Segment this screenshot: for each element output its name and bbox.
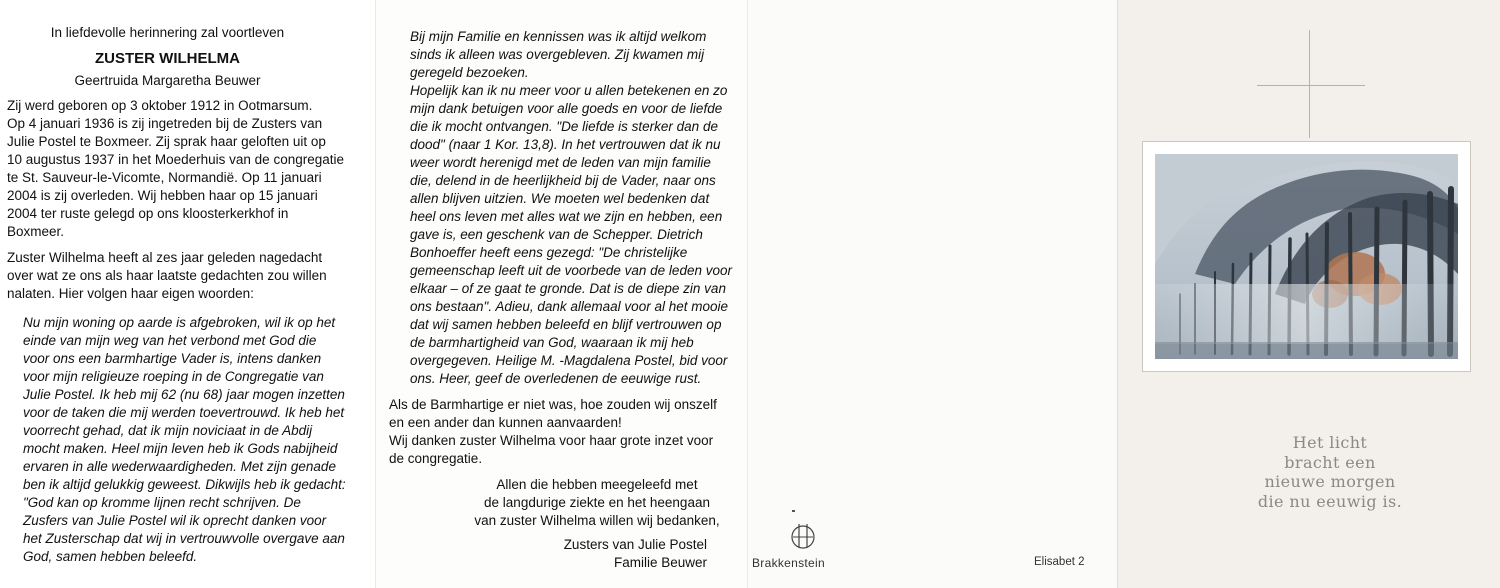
cross-icon xyxy=(1309,30,1310,138)
photo-frame xyxy=(1142,141,1471,372)
quote-line: mocht maken. Heel mijn leven heb ik Gods nabijheid xyxy=(23,441,338,456)
print-mark xyxy=(792,510,795,512)
bio-line: 10 augustus 1937 in het Moederhuis van de congregatie xyxy=(7,152,344,167)
poem-line: bracht een xyxy=(1284,452,1376,472)
quote-line: Bij mijn Familie en kennissen was ik altijd welkom xyxy=(410,29,707,44)
bio-line: te St. Sauveur-le-Vicomte, Normandië. Op 11 januari xyxy=(7,170,322,185)
quote-line: dood" (naar 1 Kor. 13,8). In het vertrouwen dat ik nu xyxy=(410,137,721,152)
deceased-name: ZUSTER WILHELMA xyxy=(95,50,240,67)
poem-line: Het licht xyxy=(1292,433,1368,452)
quote-line: gemeenschap leeft uit de voorbede van de leden voor xyxy=(410,263,732,278)
quote-line: Zusfers van Julie Postel wil ik oprecht danken voor xyxy=(23,513,327,528)
quote-line: voorrecht gehad, dat ik mijn noviciaat in de Abdij xyxy=(23,423,313,438)
quote-line: voor ons een barmhartige Vader is, intens danken xyxy=(23,351,322,366)
panel-left xyxy=(0,0,375,588)
quote-line: Hopelijk kan ik nu meer voor u allen betekenen en zo xyxy=(410,83,728,98)
thanks-line: de langdurige ziekte en het heengaan xyxy=(484,495,710,510)
panel-back xyxy=(747,0,1117,588)
quote-line: dat wij samen hebben beleefd en blijf vertrouwen op xyxy=(410,317,722,332)
bio-line: Julie Postel te Boxmeer. Zij sprak haar geloften uit op xyxy=(7,134,326,149)
quote-line: sinds ik alleen was overgebleven. Zij kwamen mij xyxy=(410,47,705,62)
bio-line: 2004 ter ruste gelegd op ons kloosterkerkhof in xyxy=(7,206,289,221)
card-code: Elisabet 2 xyxy=(1034,556,1085,568)
bio-line: Zij werd geboren op 3 oktober 1912 in Ootmarsum. xyxy=(7,98,313,113)
birth-name: Geertruida Margaretha Beuwer xyxy=(74,73,261,88)
poem-line: die nu eeuwig is. xyxy=(1257,491,1403,511)
quote-line: ben ik altijd gelukkig geweest. Dikwijls heb ik gedacht: xyxy=(23,477,346,492)
bio-line: Boxmeer. xyxy=(7,224,65,239)
quote-line: voor mijn religieuze roeping in de Congregatie van xyxy=(23,369,324,384)
panel-front xyxy=(1117,0,1500,588)
quote-line: Nu mijn woning op aarde is afgebroken, wil ik op het xyxy=(23,315,336,330)
para-line: Zuster Wilhelma heeft al zes jaar geleden nagedacht xyxy=(7,250,323,265)
quote-line: die, delend in de heerlijkheid bij de Vader, naar ons xyxy=(410,173,716,188)
quote-line: weer wordt herenigd met de leden van mijn familie xyxy=(410,155,711,170)
quote-line: heel ons leven met alles wat we zijn en hebben, een xyxy=(410,209,723,224)
intro-line: In liefdevolle herinnering zal voortleven xyxy=(50,25,285,40)
para-line: over wat ze ons als haar laatste gedachten zou willen xyxy=(7,268,327,283)
quote-line: het Zusterschap dat wij in vertrouwvolle overgave aan xyxy=(23,531,345,546)
quote-line: voor de taken die mij werden toevertrouwd. Ik heb het xyxy=(23,405,345,420)
quote-line: God, samen hebben beleefd. xyxy=(23,549,198,564)
quote-line: "God kan op kromme lijnen recht schrijven. De xyxy=(23,495,301,510)
quote-line: mijn dank betuigen voor alle goeds en voor de liefde xyxy=(410,101,723,116)
brakkenstein-logo-icon xyxy=(788,520,818,550)
quote-line: overgegeven. Heilige M. -Magdalena Postel, bid voor xyxy=(410,353,728,368)
cross-icon-bar xyxy=(1257,85,1365,86)
bio-line: Op 4 januari 1936 is zij ingetreden bij de Zusters van xyxy=(7,116,323,131)
thanks-line: van zuster Wilhelma willen wij bedanken, xyxy=(474,513,720,528)
bio-line: 2004 is zij overleden. Wij hebben haar op 15 januari xyxy=(7,188,318,203)
closing-line: Als de Barmhartige er niet was, hoe zouden wij onszelf xyxy=(389,397,717,412)
quote-line: de barmhartigheid van God, waaraan ik mij heb xyxy=(410,335,694,350)
signature-line: Zusters van Julie Postel xyxy=(563,537,707,552)
quote-line: Bonhoeffer heeft eens gezegd: "De christelijke xyxy=(410,245,688,260)
quote-line: ons. Heer, geef de overledenen de eeuwige rust. xyxy=(410,371,702,386)
quote-line: elkaar – of ze gaat te gronde. Dat is de diepe zin van xyxy=(410,281,726,296)
poem xyxy=(1230,433,1430,511)
panel-middle-left xyxy=(375,0,747,588)
signature-line: Familie Beuwer xyxy=(613,555,707,570)
publisher-name: Brakkenstein xyxy=(752,556,825,570)
quote-line: geregeld bezoeken. xyxy=(410,65,529,80)
quote-line: einde van mijn weg van het verbond met God die xyxy=(23,333,317,348)
closing-line: en een ander dan kunnen aanvaarden! xyxy=(389,415,622,430)
quote-line: gave is, een geschenk van de Schepper. Dietrich xyxy=(410,227,703,242)
quote-line: allen blijven uitzien. We moeten wel bedenken dat xyxy=(410,191,710,206)
poem-line: nieuwe morgen xyxy=(1264,472,1396,491)
quote-line: ons bestaan". Adieu, dank allemaal voor al het mooie xyxy=(410,299,728,314)
closing-line: Wij danken zuster Wilhelma voor haar grote inzet voor xyxy=(389,433,714,448)
para-line: nalaten. Hier volgen haar eigen woorden: xyxy=(7,286,254,301)
quote-line: Julie Postel. Ik heb mij 62 (nu 68) jaar mogen inzetten xyxy=(23,387,345,402)
quote-line: die ik mocht ontvangen. "De liefde is sterker dan de xyxy=(410,119,718,134)
thanks-line: Allen die hebben meegeleefd met xyxy=(496,477,698,492)
quote-line: ervaren in alle wederwaardigheden. Met zijn genade xyxy=(23,459,336,474)
closing-line: de congregatie. xyxy=(389,451,483,466)
tree-lane-photo xyxy=(1155,154,1458,359)
